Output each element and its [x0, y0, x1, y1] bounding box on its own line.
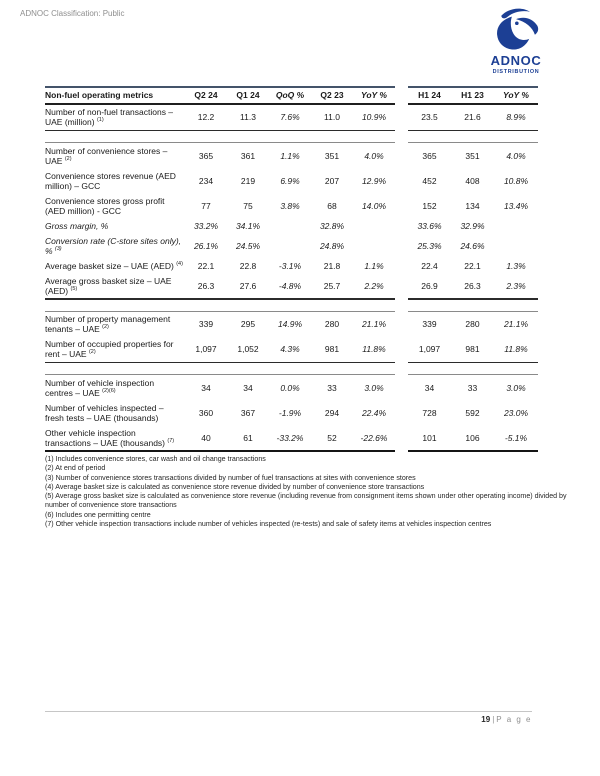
page-label: P a g e [496, 715, 532, 724]
cell-value: 24.6% [460, 240, 485, 251]
cell-value: 4.0% [364, 150, 384, 161]
cell-value: 219 [240, 175, 256, 186]
cell-value: 106 [465, 432, 480, 443]
cell-value: 52 [327, 432, 337, 443]
cell-value: 25.7 [323, 280, 341, 291]
row-label: Convenience stores revenue (AED million) – GCC [45, 170, 176, 191]
adnoc-logo [486, 6, 546, 75]
cell-value: 32.8% [319, 220, 345, 231]
cell-value: 14.0% [361, 200, 387, 211]
cell-value: 365 [198, 150, 214, 161]
table-row [45, 400, 538, 425]
footnote-ref: (4) [176, 260, 183, 267]
cell-value: 21.8 [323, 260, 341, 271]
table-row [45, 233, 538, 258]
cell-value: 8.9% [506, 112, 526, 122]
cell-value: 1,097 [418, 344, 441, 354]
cell-value: 339 [198, 319, 214, 329]
cell-value: -5.1% [504, 432, 528, 443]
cell-value: 13.4% [503, 200, 529, 211]
footnote-ref: (3) [54, 245, 62, 252]
cell-value: -4.8% [278, 280, 302, 291]
cell-value: 34.1% [235, 220, 261, 231]
cell-value: 360 [198, 407, 214, 418]
cell-value: 408 [465, 175, 480, 186]
cell-value: 26.3 [197, 280, 215, 291]
cell-value: 294 [324, 407, 340, 418]
classification-label: ADNOC Classification: Public [20, 9, 125, 18]
cell-value: 34 [243, 382, 253, 393]
table-header-row [45, 88, 538, 103]
cell-value: 7.6% [280, 112, 300, 122]
cell-value: 11.3 [240, 112, 256, 122]
footnote-ref: (2) [88, 349, 96, 356]
cell-value: 351 [465, 150, 480, 161]
cell-value: 728 [422, 407, 437, 418]
row-label: Convenience stores gross profit (AED million) - GCC [45, 195, 165, 216]
cell-value: 61 [243, 432, 253, 443]
cell-value: 68 [327, 200, 337, 211]
row-label: Number of convenience stores – UAE $^{(2)}$ [45, 145, 168, 166]
cell-value: 3.0% [506, 382, 526, 393]
cell-value: 25.3% [417, 240, 442, 251]
table-row [45, 105, 538, 130]
cell-value: 12.2 [197, 112, 215, 122]
cell-value: 2.3% [506, 280, 526, 291]
logo-title: ADNOC [490, 53, 542, 68]
cell-value: 11.8% [362, 344, 386, 354]
cell-value: 361 [240, 150, 256, 161]
cell-value: 0.0% [280, 382, 300, 393]
cell-value: 1,052 [237, 344, 259, 354]
table-row [45, 143, 538, 168]
footnote-ref: (2) [64, 155, 72, 162]
metrics-table [45, 86, 538, 452]
cell-value: 23.5 [421, 112, 438, 122]
page-separator: | [492, 715, 495, 724]
row-label: Gross margin, % [45, 220, 109, 231]
row-label: Number of vehicle inspection centres – UAE $^{(2)(6)}$ [45, 377, 155, 398]
page-footer [45, 711, 532, 724]
falcon-icon [491, 6, 541, 52]
page-content [45, 86, 570, 529]
cell-value: 26.1% [193, 240, 219, 251]
col-header-q223: Q2 23 [320, 90, 344, 100]
logo-subtitle: DISTRIBUTION [492, 69, 540, 75]
cell-value: 77 [201, 200, 211, 211]
footnote: (1) Includes convenience stores, car wash and oil change transactions [45, 455, 266, 463]
footnotes [45, 455, 570, 529]
col-header-yoy: YoY % [361, 90, 387, 100]
cell-value: 14.9% [277, 319, 303, 329]
footnote: (6) Includes one permitting centre [45, 510, 151, 519]
cell-value: 22.4 [421, 260, 438, 271]
row-label: Conversion rate (C-store sites only), % $^{(3)}$ [45, 235, 182, 256]
row-label: Number of occupied properties for rent – UAE $^{(2)}$ [45, 339, 174, 359]
table-rule [45, 298, 538, 300]
table-row [45, 425, 538, 450]
section-gap [45, 363, 538, 374]
cell-value: 4.0% [506, 150, 526, 161]
cell-value: 26.9 [421, 280, 438, 291]
cell-value: 101 [422, 432, 437, 443]
page-number: 19 [481, 715, 491, 724]
footnote-ref: (1) [96, 117, 104, 124]
cell-value: -22.6% [360, 432, 388, 443]
col-header-qoq: QoQ % [275, 90, 305, 100]
row-label: Other vehicle inspection transactions – UAE (thousands) $^{(7)}$ [45, 427, 175, 448]
table-rule [45, 362, 538, 364]
cell-value: 21.1% [503, 319, 529, 329]
cell-value: 33.2% [193, 220, 219, 231]
cell-value: 33.6% [417, 220, 442, 231]
row-label: Average basket size – UAE (AED) $^{(4)}$ [45, 260, 183, 271]
cell-value: 26.3 [464, 280, 481, 291]
cell-value: 981 [324, 344, 340, 354]
column-gap [395, 95, 408, 97]
table-row [45, 193, 538, 218]
cell-value: 1,097 [195, 344, 217, 354]
footnote: (2) At end of period [45, 464, 106, 473]
cell-value: 11.0 [324, 112, 340, 122]
section-gap [45, 300, 538, 311]
cell-value: 22.4% [361, 407, 387, 418]
table-row [45, 258, 538, 273]
cell-value: 365 [422, 150, 437, 161]
cell-value: 207 [324, 175, 340, 186]
col-header-q124: Q1 24 [236, 90, 260, 100]
cell-value: 21.6 [464, 112, 481, 122]
table-body [45, 105, 538, 453]
cell-value: 40 [201, 432, 211, 443]
cell-value: 234 [198, 175, 214, 186]
cell-value: 33 [467, 382, 478, 393]
cell-value: 351 [324, 150, 340, 161]
footnote: (7) Other vehicle inspection transactions include number of vehicles inspected (re-tests) and sale of safety items at vehicles inspection centres [45, 520, 492, 529]
footnote-ref: (2) [102, 324, 109, 331]
cell-value: 4.3% [280, 344, 300, 354]
cell-value: 280 [324, 319, 340, 329]
table-rule [45, 130, 538, 132]
cell-value: 1.1% [280, 150, 300, 161]
col-header-q224: Q2 24 [194, 90, 218, 100]
cell-value: 134 [465, 200, 480, 211]
cell-value: 3.8% [280, 200, 300, 211]
cell-value: -1.9% [278, 407, 302, 418]
cell-value: 22.8 [239, 260, 257, 271]
cell-value: -3.1% [278, 260, 302, 271]
table-rule [45, 450, 538, 452]
footnote-ref: (2)(6) [102, 387, 116, 394]
footnote: (5) Average gross basket size is calculated as convenience store revenue (including revenue from consignment items shown under other operating income) divided by number of convenience store transactions [45, 492, 567, 510]
footnote-ref: (5) [70, 285, 78, 292]
table-row [45, 218, 538, 233]
footnote: (3) Number of convenience stores transactions divided by number of fuel transactions at sites with convenience stores [45, 473, 416, 482]
cell-value: 24.5% [235, 240, 261, 251]
cell-value: 3.0% [364, 382, 384, 393]
cell-value: 34 [201, 382, 211, 393]
cell-value: 367 [240, 407, 256, 418]
cell-value: 1.3% [506, 260, 526, 271]
cell-value: 12.9% [361, 175, 387, 186]
cell-value: 6.9% [280, 175, 300, 186]
col-header-metric: Non-fuel operating metrics [45, 90, 154, 100]
cell-value: 11.8% [504, 344, 528, 354]
cell-value: 152 [422, 200, 437, 211]
cell-value: -33.2% [276, 432, 304, 443]
cell-value: 21.1% [361, 319, 387, 329]
cell-value: 33 [327, 382, 337, 393]
table-row [45, 337, 538, 362]
row-label: Number of vehicles inspected – fresh tests – UAE (thousands) [45, 402, 164, 423]
cell-value: 32.9% [460, 220, 485, 231]
cell-value: 10.9% [361, 112, 387, 122]
cell-value: 75 [243, 200, 253, 211]
cell-value: 22.1 [197, 260, 215, 271]
cell-value: 452 [422, 175, 437, 186]
col-header-h123: H1 23 [461, 90, 484, 100]
table-row [45, 168, 538, 193]
cell-value: 34 [424, 382, 435, 393]
footnote-ref: (7) [167, 437, 175, 444]
cell-value: 24.8% [319, 240, 345, 251]
cell-value: 2.2% [364, 280, 384, 291]
cell-value: 592 [465, 407, 480, 418]
section-gap [45, 131, 538, 142]
row-label: Average gross basket size – UAE (AED) $^{(5)}$ [45, 275, 172, 296]
table-row [45, 375, 538, 400]
cell-value: 295 [240, 319, 256, 329]
row-label: Number of non-fuel transactions – UAE (million) $^{(1)}$ [45, 107, 174, 127]
cell-value: 1.1% [364, 260, 384, 271]
cell-value: 10.8% [503, 175, 529, 186]
cell-value: 27.6 [239, 280, 257, 291]
cell-value: 280 [465, 319, 480, 329]
footnote: (4) Average basket size is calculated as convenience store revenue divided by number of convenience store transactions [45, 482, 425, 491]
cell-value: 23.0% [503, 407, 529, 418]
cell-value: 22.1 [464, 260, 481, 271]
cell-value: 339 [422, 319, 437, 329]
table-row [45, 312, 538, 337]
table-row [45, 273, 538, 298]
col-header-yoy-h1: YoY % [503, 90, 529, 100]
cell-value: 981 [465, 344, 480, 354]
row-label: Number of property management tenants – UAE $^{(2)}$ [45, 314, 171, 334]
col-header-h124: H1 24 [418, 90, 441, 100]
